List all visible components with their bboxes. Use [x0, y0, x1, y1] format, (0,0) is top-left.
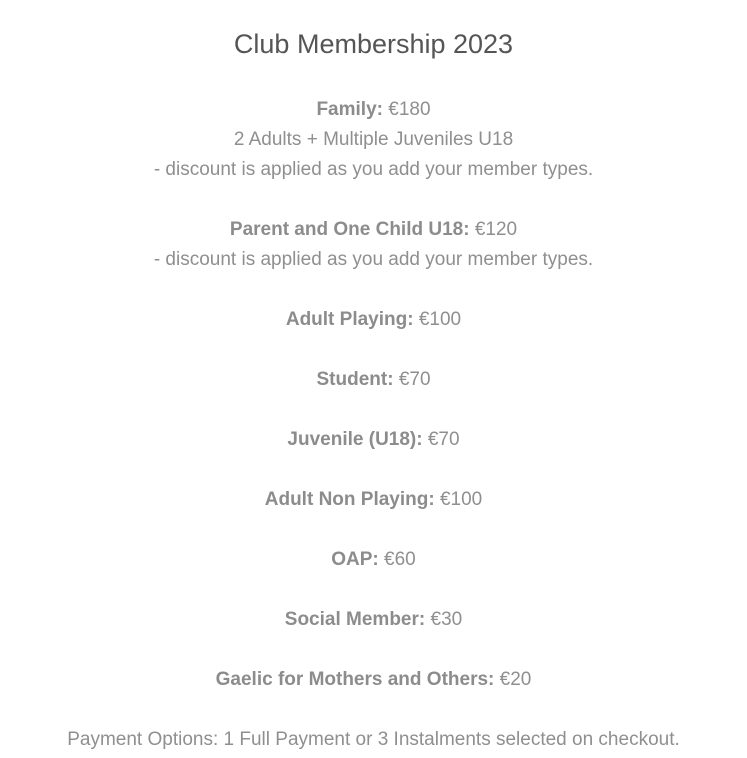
membership-name: Student:	[316, 369, 394, 390]
membership-price: €60	[384, 549, 416, 570]
membership-item-parent-child	[0, 215, 747, 245]
membership-name: Parent and One Child U18:	[229, 219, 470, 240]
membership-item-juvenile	[0, 425, 747, 455]
membership-item-student	[0, 365, 747, 395]
spacer	[0, 335, 747, 365]
membership-price: €70	[427, 429, 460, 450]
membership-name: OAP:	[331, 549, 379, 570]
spacer	[0, 185, 747, 215]
membership-item-adult-playing	[0, 305, 747, 335]
spacer	[0, 515, 747, 545]
spacer	[0, 455, 747, 485]
spacer	[0, 275, 747, 305]
spacer	[0, 395, 747, 425]
membership-note: - discount is applied as you add your member types.	[153, 159, 594, 180]
membership-item-social	[0, 605, 747, 635]
membership-name: Adult Playing:	[285, 309, 414, 330]
membership-item-adult-non-playing	[0, 485, 747, 515]
membership-price: €180	[388, 99, 431, 120]
spacer	[0, 575, 747, 605]
membership-name: Family:	[316, 99, 383, 120]
membership-name: Adult Non Playing:	[264, 489, 435, 510]
membership-price: €20	[499, 669, 532, 690]
membership-price: €70	[398, 369, 431, 390]
membership-price: €120	[474, 219, 518, 240]
membership-item-family	[0, 95, 747, 125]
membership-name: Juvenile (U18):	[287, 429, 423, 450]
membership-name: Gaelic for Mothers and Others:	[215, 669, 495, 690]
membership-price: €100	[418, 309, 462, 330]
membership-item-gaelic-mothers	[0, 665, 747, 695]
membership-item-oap	[0, 545, 747, 575]
membership-note: 2 Adults + Multiple Juveniles U18	[233, 129, 514, 150]
page-title: Club Membership 2023	[233, 29, 514, 59]
membership-price: €30	[430, 609, 463, 630]
payment-options-note: Payment Options: 1 Full Payment or 3 Instalments selected on checkout.	[67, 729, 680, 750]
membership-name: Social Member:	[284, 609, 426, 630]
spacer	[0, 635, 747, 665]
membership-note: - discount is applied as you add your member types.	[153, 249, 594, 270]
membership-list	[0, 95, 747, 695]
membership-price: €100	[439, 489, 483, 510]
